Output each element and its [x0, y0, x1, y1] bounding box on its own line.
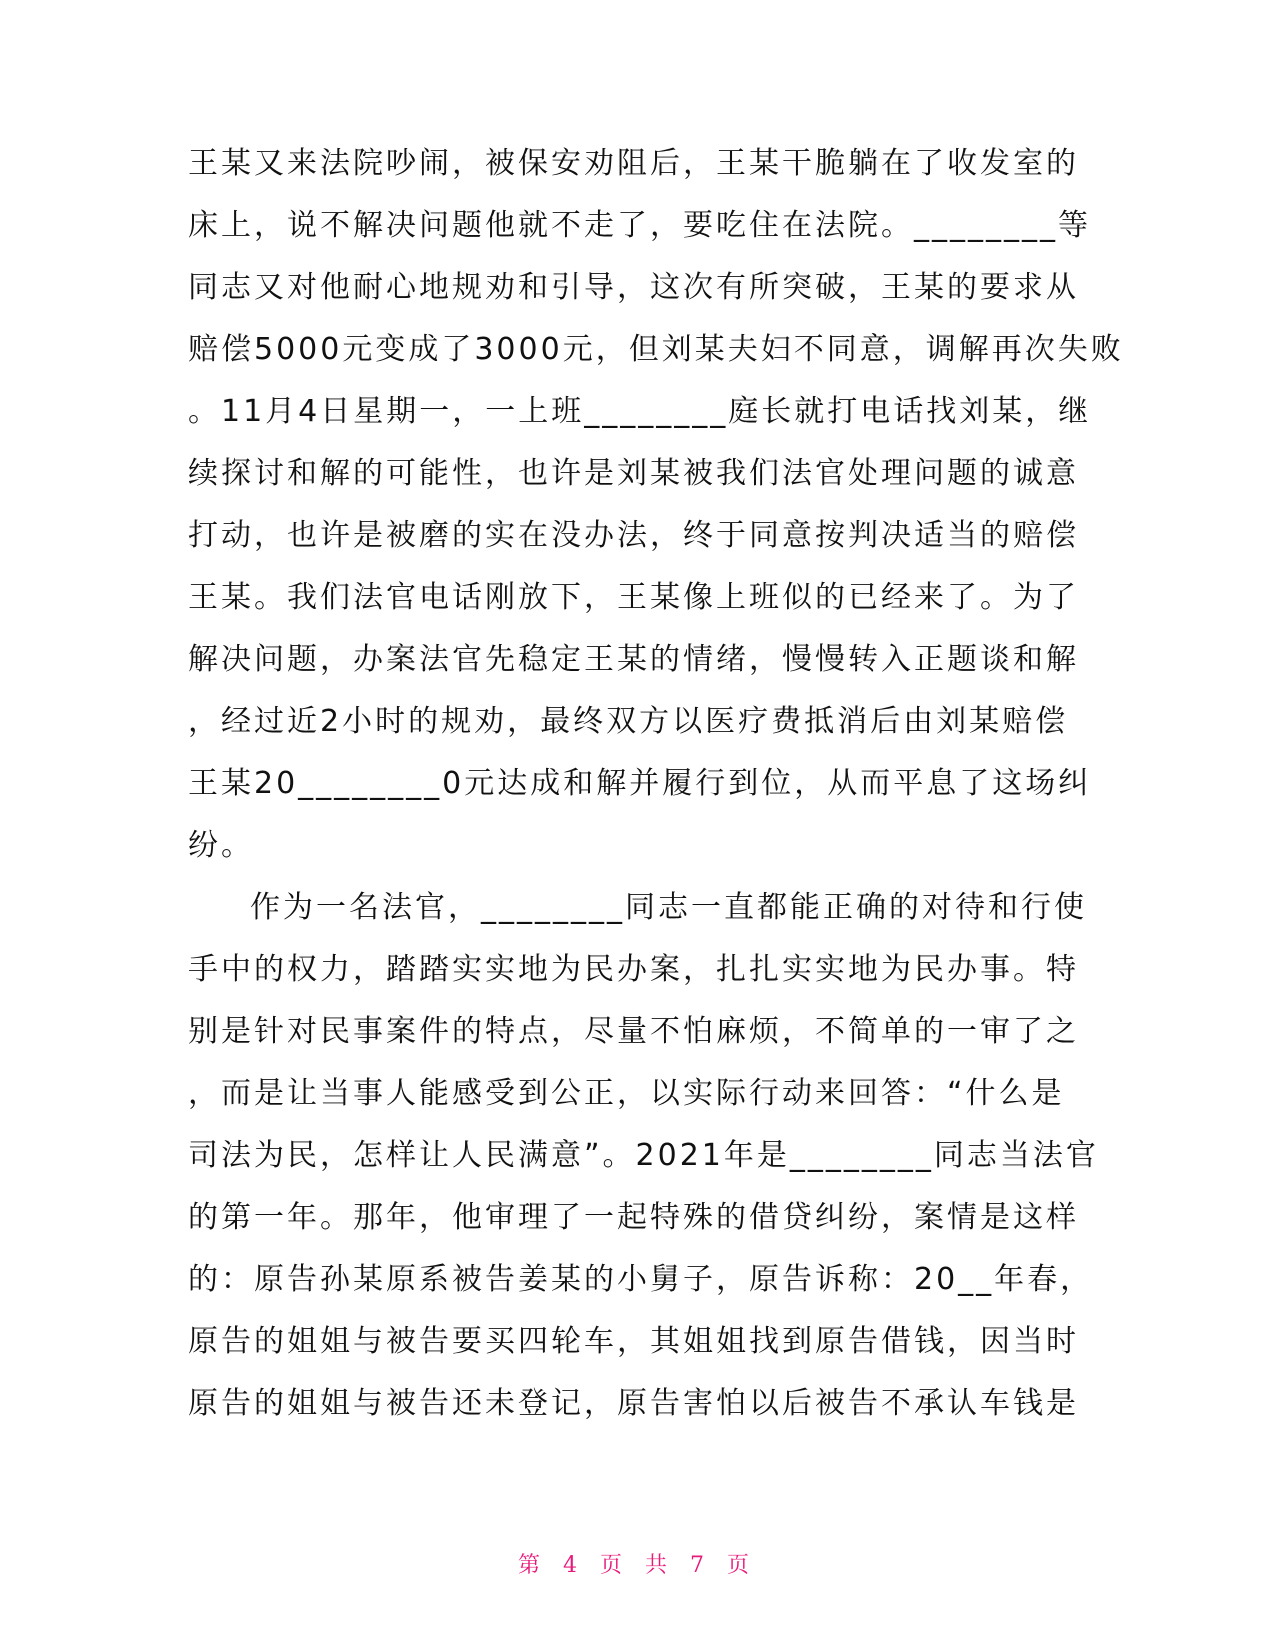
- text-line: 原告的姐姐与被告要买四轮车，其姐姐找到原告借钱，因当时: [188, 1324, 1079, 1359]
- text-line: 解决问题，办案法官先稳定王某的情绪，慢慢转入正题谈和解: [188, 642, 1079, 677]
- text-line: 的：原告孙某原系被告姜某的小舅子，原告诉称：20__年春，: [188, 1262, 1094, 1297]
- text-line: 王某。我们法官电话刚放下，王某像上班似的已经来了。为了: [188, 580, 1079, 615]
- text-line: 王某20________0元达成和解并履行到位，从而平息了这场纠: [188, 766, 1092, 801]
- text-line: ，而是让当事人能感受到公正，以实际行动来回答：“什么是: [188, 1076, 1065, 1111]
- text-line: 原告的姐姐与被告还未登记，原告害怕以后被告不承认车钱是: [188, 1386, 1079, 1421]
- text-line: 别是针对民事案件的特点，尽量不怕麻烦，不简单的一审了之: [188, 1014, 1079, 1049]
- text-line: 打动，也许是被磨的实在没办法，终于同意按判决适当的赔偿: [188, 518, 1079, 553]
- text-line: 王某又来法院吵闹，被保安劝阻后，王某干脆躺在了收发室的: [188, 146, 1079, 181]
- text-line: 同志又对他耐心地规劝和引导，这次有所突破，王某的要求从: [188, 270, 1079, 305]
- text-line: 。11月4日星期一，一上班________庭长就打电话找刘某，继: [188, 394, 1092, 429]
- text-line: 手中的权力，踏踏实实地为民办案，扎扎实实地为民办事。特: [188, 952, 1079, 987]
- paragraph-start-line: 作为一名法官，________同志一直都能正确的对待和行使: [250, 890, 1087, 925]
- text-line: 司法为民，怎样让人民满意”。2021年是________同志当法官: [188, 1138, 1099, 1173]
- text-line: 纷。: [188, 828, 254, 863]
- text-line: 赔偿5000元变成了3000元，但刘某夫妇不同意，调解再次失败: [188, 332, 1124, 367]
- text-line: 的第一年。那年，他审理了一起特殊的借贷纠纷，案情是这样: [188, 1200, 1079, 1235]
- text-line: 床上，说不解决问题他就不走了，要吃住在法院。________等: [188, 208, 1091, 243]
- text-line: 续探讨和解的可能性，也许是刘某被我们法官处理问题的诚意: [188, 456, 1079, 491]
- page-number-footer: 第 4 页 共 7 页: [518, 1553, 757, 1578]
- text-line: ，经过近2小时的规劝，最终双方以医疗费抵消后由刘某赔偿: [188, 704, 1069, 739]
